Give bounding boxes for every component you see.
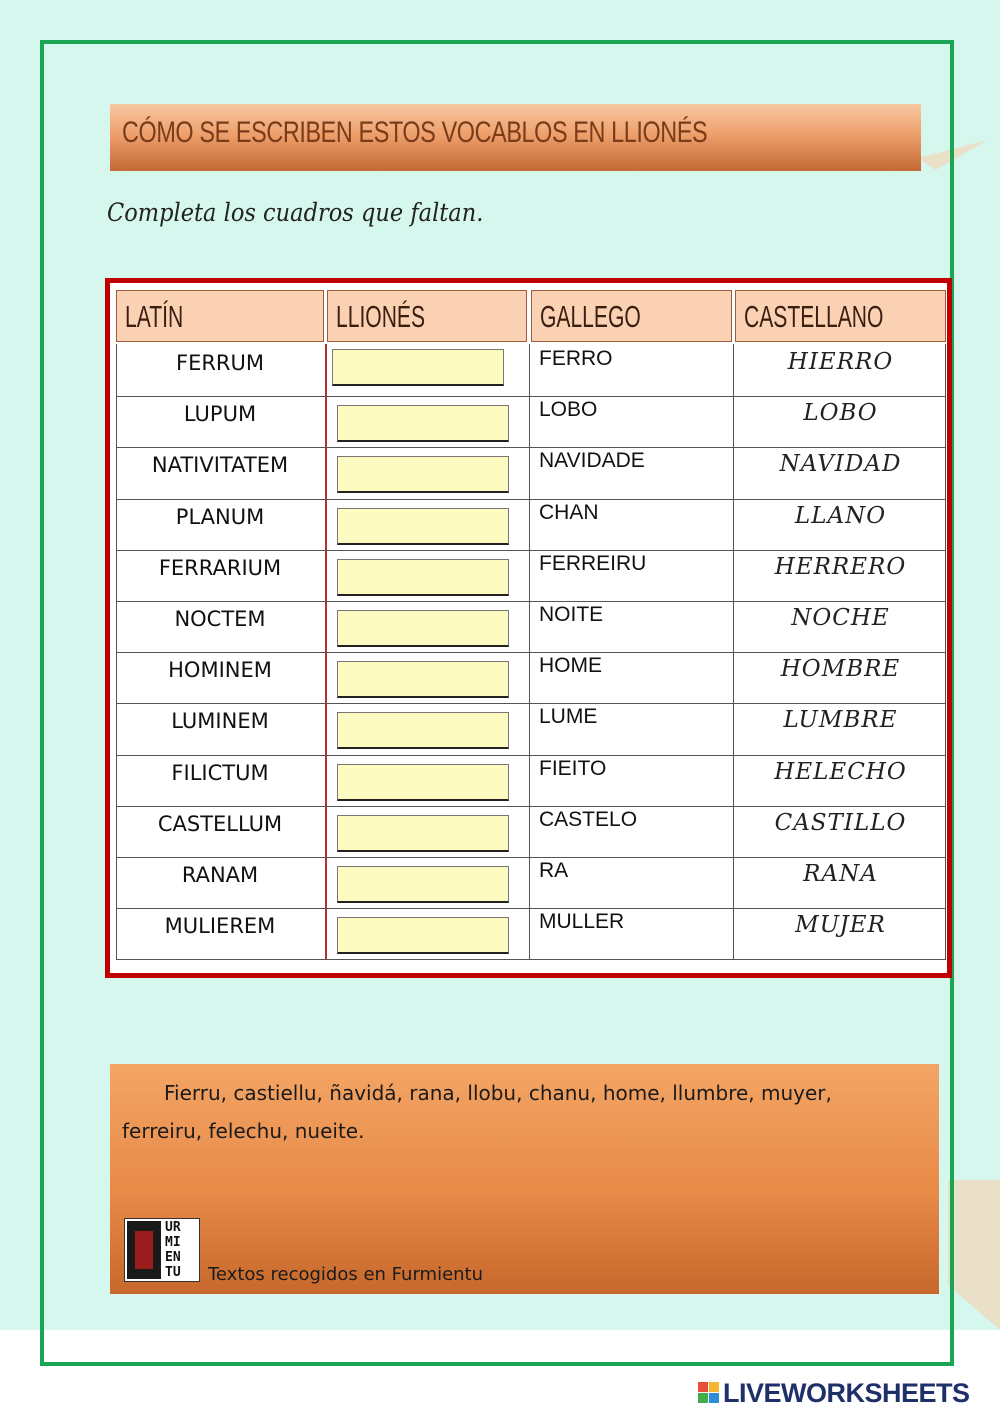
cell-gallego: RA [539,859,569,882]
answer-input-llionés[interactable] [337,917,509,954]
cell-latin: LUPUM [183,402,257,426]
answer-input-llionés[interactable] [337,661,509,698]
cell-gallego: NOITE [539,603,604,626]
answer-input-llionés[interactable] [332,349,504,386]
instruction-text: Completa los cuadros que faltan. [107,198,484,227]
answer-input-llionés[interactable] [337,764,509,801]
cell-castellano: CASTILLO [774,810,907,836]
cell-castellano: RANA [803,861,878,887]
cell-latin: MULIEREM [164,914,276,938]
answer-input-llionés[interactable] [337,815,509,852]
cell-castellano: LOBO [803,400,878,426]
cell-latin: HOMINEM [168,658,272,682]
source-credit: Textos recogidos en Furmientu [208,1264,484,1285]
grid-line [116,959,946,960]
cell-gallego: FERREIRU [539,552,647,575]
cell-latin: NATIVITATEM [151,453,289,477]
cell-castellano: HIERRO [787,349,894,375]
cell-latin: FERRUM [175,351,265,375]
answer-input-llionés[interactable] [337,456,509,493]
liveworksheets-icon [698,1382,720,1404]
cell-castellano: HERRERO [774,554,907,580]
header-latin: LATÍN [116,290,324,342]
cell-gallego: CHAN [539,501,599,524]
cell-latin: FERRARIUM [158,556,282,580]
grid-line [116,652,946,653]
cell-castellano: NOCHE [791,605,890,631]
cell-latin: CASTELLUM [157,812,283,836]
answer-input-llionés[interactable] [337,405,509,442]
logo-letters: UR MI EN TU [165,1220,181,1280]
answer-input-llionés[interactable] [337,866,509,903]
page-title: CÓMO SE ESCRIBEN ESTOS VOCABLOS EN LLIONÉS [122,116,708,149]
grid-line [116,396,946,397]
grid-line [116,908,946,909]
cell-latin: PLANUM [175,505,265,529]
logo-initial-f [127,1221,161,1279]
word-bank-panel [110,1064,939,1294]
grid-line [116,499,946,500]
cell-latin: RANAM [181,863,259,887]
cell-castellano: MUJER [795,912,886,938]
furmientu-logo [124,1218,200,1282]
answer-input-llionés[interactable] [337,559,509,596]
cell-castellano: HELECHO [774,759,907,785]
cell-gallego: NAVIDADE [539,449,645,472]
header-llionés: LLIONÉS [327,290,527,342]
grid-line [116,447,946,448]
grid-line [116,806,946,807]
word-bank-text: Fierru, castiellu, ñavidá, rana, llobu, chanu, home, llumbre, muyer, ferreiru, felechu, nueite. [122,1081,832,1143]
cell-gallego: FERRO [539,347,613,370]
cell-gallego: MULLER [539,910,625,933]
cell-castellano: HOMBRE [780,656,901,682]
decorative-shape [948,1180,1000,1330]
grid-line [116,755,946,756]
cell-gallego: HOME [539,654,602,677]
title-banner [110,104,921,171]
watermark-text: LIVEWORKSHEETS [723,1377,970,1408]
cell-gallego: LUME [539,705,598,728]
grid-line [116,857,946,858]
grid-line [116,550,946,551]
cell-castellano: LUMBRE [783,707,898,733]
cell-gallego: LOBO [539,398,598,421]
header-castellano: CASTELLANO [735,290,946,342]
answer-input-llionés[interactable] [337,712,509,749]
cell-latin: FILICTUM [171,761,269,785]
header-gallego: GALLEGO [531,290,732,342]
cell-latin: LUMINEM [171,709,269,733]
liveworksheets-watermark [698,1378,970,1408]
cell-gallego: FIEITO [539,757,607,780]
grid-line [116,601,946,602]
answer-input-llionés[interactable] [337,508,509,545]
cell-gallego: CASTELO [539,808,638,831]
cell-castellano: NAVIDAD [779,451,902,477]
cell-latin: NOCTEM [174,607,266,631]
answer-input-llionés[interactable] [337,610,509,647]
grid-line [116,703,946,704]
cell-castellano: LLANO [794,503,887,529]
